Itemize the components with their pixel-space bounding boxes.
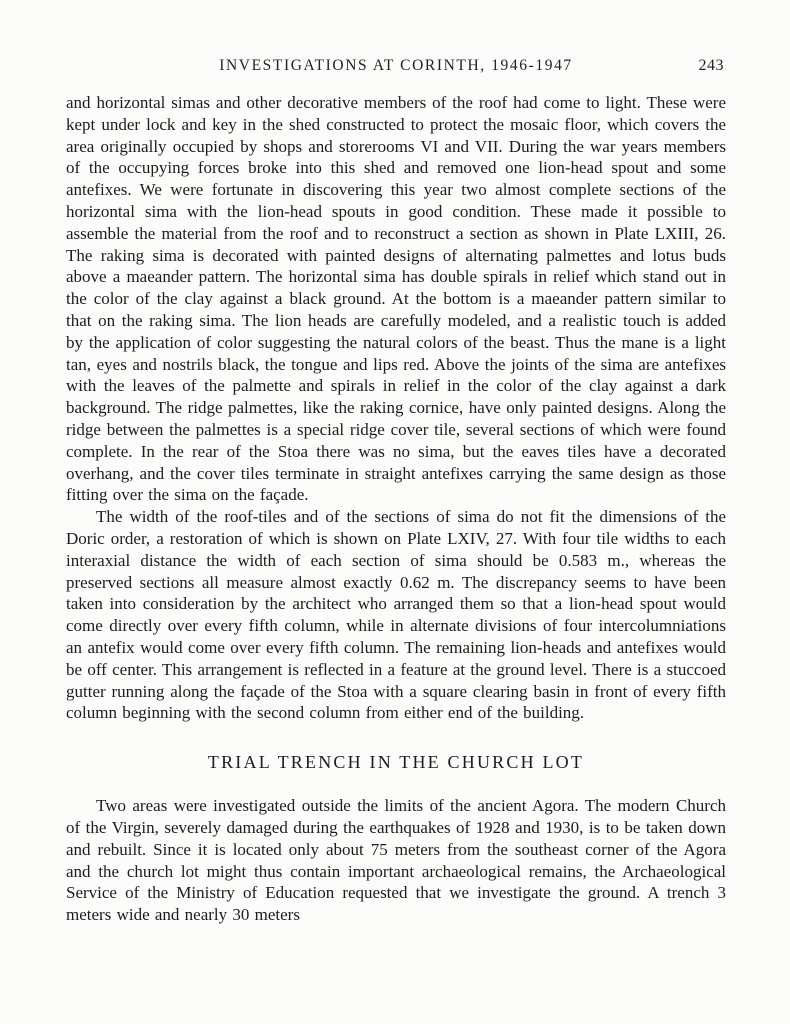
- paragraph-roof-description: and horizontal simas and other decorative members of the roof had come to light. These were kept under lock and key in the shed constructed to protect the mosaic floor, which covers the area originally occupied by shops and storerooms VI and VII. During the war years members of the occupying forces broke into this shed and removed one lion-head spout and some antefixes. We were fortunate in discovering this year two almost complete sections of the horizontal sima with the lion-head spouts in good condition. These made it possible to assemble the material from the roof and to reconstruct a section as shown in Plate LXIII, 26. The raking sima is decorated with painted designs of alternating palmettes and lotus buds above a maeander pattern. The horizontal sima has double spirals in relief which stand out in the color of the clay against a black ground. At the bottom is a maeander pattern similar to that on the raking sima. The lion heads are carefully modeled, and a realistic touch is added by the application of color suggesting the natural colors of the beast. Thus the mane is a light tan, eyes and nostrils black, the tongue and lips red. Above the joints of the sima are antefixes with the leaves of the palmette and spirals in relief in the color of the clay against a dark background. The ridge palmettes, like the raking cornice, have only painted designs. Along the ridge between the palmettes is a special ridge cover tile, several sections of which were found complete. In the rear of the Stoa there was no sima, but the eaves tiles have a decorated overhang, and the cover tiles terminate in straight antefixes carrying the same design as those fitting over the sima on the façade.: [66, 93, 726, 505]
- page-number: 243: [698, 57, 724, 74]
- page-header: [66, 57, 726, 79]
- running-title: INVESTIGATIONS AT CORINTH, 1946-1947: [219, 57, 573, 74]
- section-heading-trial-trench: TRIAL TRENCH IN THE CHURCH LOT: [207, 752, 585, 773]
- paragraph-tile-dimensions: The width of the roof-tiles and of the sections of sima do not fit the dimensions of the Doric order, a restoration of which is shown on Plate LXIV, 27. With four tile widths to each interaxial distance the width of each section of sima should be 0.583 m., whereas the preserved sections all measure almost exactly 0.62 m. The discrepancy seems to have been taken into consideration by the architect who arranged them so that a lion-head spout would come directly over every fifth column, while in alternate divisions of four intercolumniations an antefix would come over every fifth column. The remaining lion-heads and antefixes would be off center. This arrangement is reflected in a feature at the ground level. There is a stuccoed gutter running along the façade of the Stoa with a square clearing basin in front of every fifth column beginning with the second column from either end of the building.: [66, 507, 726, 723]
- body-text: [66, 92, 726, 926]
- paragraph-church-lot: Two areas were investigated outside the limits of the ancient Agora. The modern Church of the Virgin, severely damaged during the earthquakes of 1928 and 1930, is to be taken down and rebuilt. Since it is located only about 75 meters from the southeast corner of the Agora and the church lot might thus contain important archaeological remains, the Archaeological Service of the Ministry of Education requested that we investigate the ground. A trench 3 meters wide and nearly 30 meters: [66, 796, 726, 925]
